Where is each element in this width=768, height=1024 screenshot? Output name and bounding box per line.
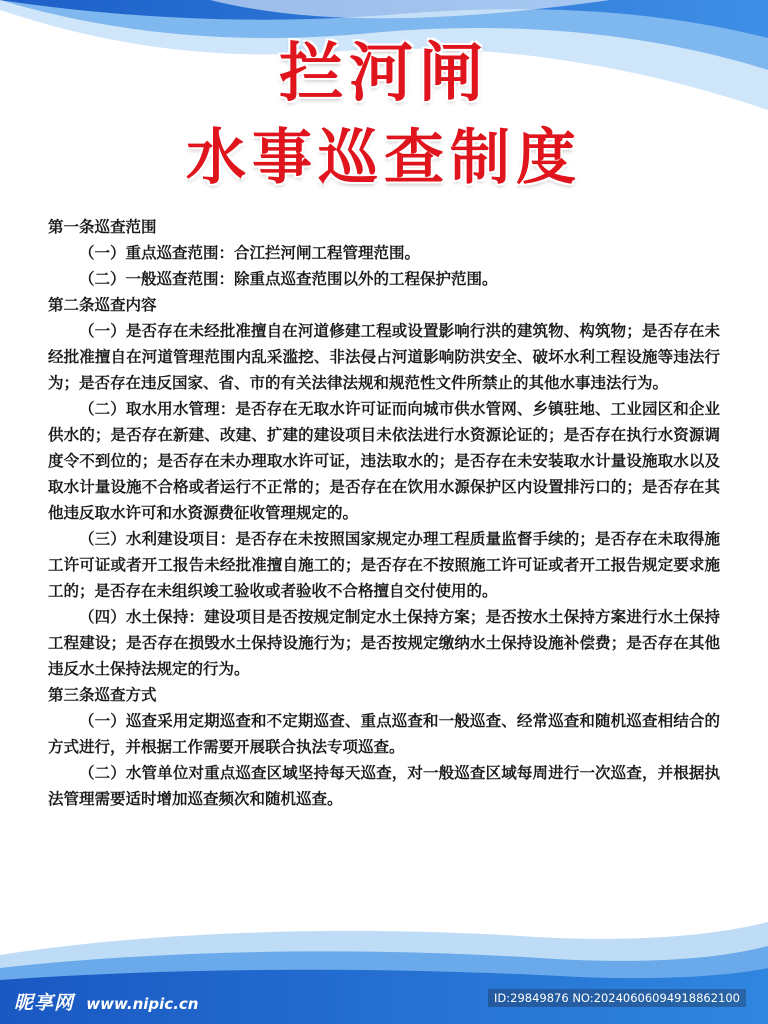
image-id-label: ID:29849876 NO:20240606094918862100 xyxy=(488,989,746,1007)
watermark-logo xyxy=(14,988,198,1015)
section-paragraph: （一）重点巡查范围：合江拦河闸工程管理范围。 xyxy=(79,243,421,262)
title-line-1: 拦河闸 xyxy=(279,37,489,111)
section-paragraph: （一）巡查采用定期巡查和不定期巡查、重点巡查和一般巡查、经常巡查和随机巡查相结合的方式进行，并根据工作需要开展联合执法专项巡查。 xyxy=(48,711,720,756)
section-paragraph: （四）水土保持：建设项目是否按规定制定水土保持方案；是否按水土保持方案进行水土保持工程建设；是否存在损毁水土保持设施行为；是否按规定缴纳水土保持设施补偿费；是否存在其他违反水土保持法规定的行为。 xyxy=(48,607,720,678)
section-paragraph: （一）是否存在未经批准擅自在河道修建工程或设置影响行洪的建筑物、构筑物；是否存在未经批准擅自在河道管理范围内乱采滥挖、非法侵占河道影响防洪安全、破坏水利工程设施等违法行为；是否存在违反国家、省、市的有关法律法规和规范性文件所禁止的其他水事违法行为。 xyxy=(48,321,720,392)
section-heading: 第一条巡查范围 xyxy=(48,217,157,236)
section-heading: 第三条巡查方式 xyxy=(48,685,157,704)
section-paragraph: （三）水利建设项目：是否存在未按照国家规定办理工程质量监督手续的；是否存在未取得施工许可证或者开工报告未经批准擅自施工的；是否存在不按照施工许可证或者开工报告规定要求施工的；是否存在未组织竣工验收或者验收不合格擅自交付使用的。 xyxy=(48,529,720,600)
section-heading: 第二条巡查内容 xyxy=(48,295,157,314)
section-paragraph: （二）一般巡查范围：除重点巡查范围以外的工程保护范围。 xyxy=(79,269,498,288)
section-paragraph: （二）水管单位对重点巡查区域坚持每天巡查，对一般巡查区域每周进行一次巡查，并根据执法管理需要适时增加巡查频次和随机巡查。 xyxy=(48,763,720,808)
title-line-2: 水事巡查制度 xyxy=(186,123,582,193)
watermark-url[interactable]: www.nipic.cn xyxy=(86,995,199,1013)
regulation-body xyxy=(48,214,720,812)
watermark-brand: 昵享网 xyxy=(14,992,75,1014)
section-paragraph: （二）取水用水管理：是否存在无取水许可证而向城市供水管网、乡镇驻地、工业园区和企业供水的；是否存在新建、改建、扩建的建设项目未依法进行水资源论证的；是否存在执行水资源调度令不到位的；是否存在未办理取水许可证，违法取水的；是否存在未安装取水计量设施取水以及取水计量设施不合格或者运行不正常的；是否存在在饮用水源保护区内设置排污口的；是否存在其他违反取水许可和水资源费征收管理规定的。 xyxy=(48,399,720,522)
